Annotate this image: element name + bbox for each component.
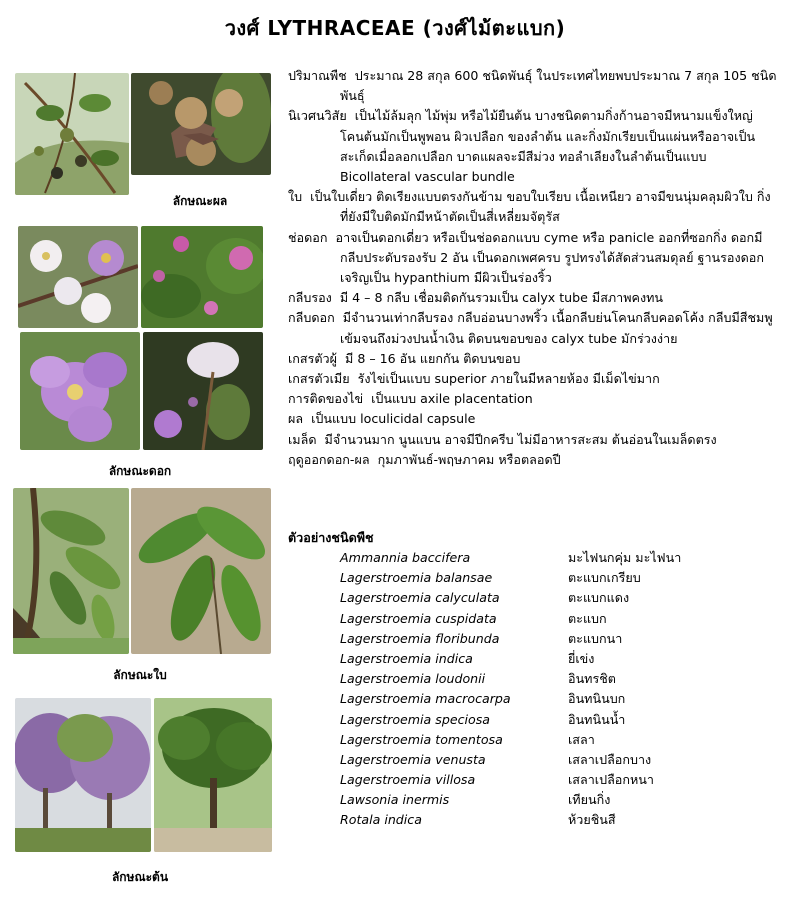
- entry-text: เป็นแบบ axile placentation: [371, 391, 533, 407]
- species-row: [340, 810, 780, 830]
- species-thai-name: ตะแบกเกรียบ: [568, 570, 641, 586]
- species-thai-name: ห้วยชินสี: [568, 812, 616, 828]
- species-scientific-name: Lagerstroemia balansae: [340, 570, 493, 586]
- species-list: [340, 548, 780, 831]
- species-scientific-name: Lagerstroemia tomentosa: [340, 731, 503, 747]
- species-row: [340, 629, 780, 649]
- leaf-caption: ลักษณะใบ: [113, 668, 167, 682]
- description-entry: [288, 106, 778, 187]
- species-scientific-name: Rotala indica: [340, 812, 422, 828]
- fruit-photo-closeup: [131, 73, 271, 175]
- entry-label: เกสรตัวผู้: [288, 350, 338, 366]
- entry-text: เป็นใบเดี่ยว ติดเรียงแบบตรงกันข้าม ขอบใบเรียบ เนื้อเหนียว อาจมีขนนุ่มคลุมผิวใบ กิ่งที่ยังมีใบติดมักมีหน้าตัดเป็นสี่เหลี่ยมจัตุรัส: [310, 189, 771, 225]
- tree-photo-single: [154, 698, 272, 852]
- entry-text: อาจเป็นดอกเดี่ยว หรือเป็นช่อดอกแบบ cyme หรือ panicle ออกที่ซอกกิ่ง ดอกมีกลีบประดับรองรับ 2 อัน เป็นดอกเพศครบ รูปทรงได้สัดส่วนสมดุลย์ ฐานรองดอกเจริญเป็น hypanthium มีผิวเป็นร่องริ้ว: [335, 229, 764, 286]
- entry-text: ประมาณ 28 สกุล 600 ชนิดพันธุ์ ในประเทศไทยพบประมาณ 7 สกุล 105 ชนิดพันธุ์: [340, 68, 777, 104]
- description-entry: [288, 450, 778, 470]
- entry-label: กลีบดอก: [288, 310, 335, 326]
- species-scientific-name: Lagerstroemia villosa: [340, 772, 476, 788]
- species-thai-name: ยี่เข่ง: [568, 650, 595, 666]
- entry-label: ใบ: [288, 189, 303, 205]
- species-scientific-name: Lagerstroemia venusta: [340, 751, 486, 767]
- species-row: [340, 710, 780, 730]
- description-entry: [288, 66, 778, 106]
- species-row: [340, 609, 780, 629]
- tree-photo-row: [15, 698, 151, 852]
- description-entry: [288, 187, 778, 227]
- description-entry: [288, 409, 778, 429]
- leaf-photo-closeup: [131, 488, 271, 654]
- species-row: [340, 750, 780, 770]
- entry-label: เกสรตัวเมีย: [288, 371, 350, 387]
- species-heading: ตัวอย่างชนิดพืช: [288, 530, 374, 545]
- tree-caption: ลักษณะต้น: [111, 870, 169, 884]
- entry-label: ฤดูออกดอก-ผล: [288, 451, 370, 467]
- species-row: [340, 770, 780, 790]
- entry-label: ผล: [288, 411, 304, 427]
- entry-text: มีจำนวนเท่ากลีบรอง กลีบอ่อนบางพริ้ว เนื้อกลีบย่นโคนกลีบคอดโค้ง กลีบมีสีชมพูเข้มจนถึงม่วงปนน้ำเงิน ติดบนขอบของ calyx tube มักร่วงง่าย: [340, 310, 773, 346]
- species-thai-name: เสลาเปลือกบาง: [568, 751, 652, 767]
- species-thai-name: มะไฟนกคุ่ม มะไฟนา: [568, 550, 682, 565]
- species-thai-name: ตะแบกนา: [568, 630, 623, 646]
- description-entry: [288, 430, 778, 450]
- species-thai-name: เสลา: [568, 731, 595, 747]
- species-row: [340, 669, 780, 689]
- species-scientific-name: Ammannia baccifera: [340, 550, 471, 565]
- description-entry: [288, 389, 778, 409]
- species-thai-name: เสลาเปลือกหนา: [568, 772, 654, 788]
- description-entry: [288, 349, 778, 369]
- species-row: [340, 790, 780, 810]
- entry-text: มีจำนวนมาก นูนแบน อาจมีปีกครีบ ไม่มีอาหารสะสม ต้นอ่อนในเมล็ดตรง: [324, 431, 717, 447]
- entry-label: ปริมาณพืช: [288, 68, 347, 83]
- description-entry: [288, 228, 778, 289]
- entry-label: ช่อดอก: [288, 229, 328, 245]
- entry-text: มี 8 – 16 อัน แยกกัน ติดบนขอบ: [345, 350, 521, 366]
- species-thai-name: อินทนินบก: [568, 691, 626, 707]
- species-scientific-name: Lagerstroemia loudonii: [340, 671, 486, 687]
- flower-photo-pale: [143, 332, 263, 450]
- species-thai-name: อินทนินน้ำ: [568, 711, 626, 727]
- flower-photo-pink: [141, 226, 263, 328]
- entry-text: เป็นแบบ loculicidal capsule: [311, 411, 476, 427]
- description-entry: [288, 308, 778, 348]
- species-row: [340, 689, 780, 709]
- entry-label: เมล็ด: [288, 431, 317, 447]
- entry-label: กลีบรอง: [288, 290, 332, 306]
- flower-caption: ลักษณะดอก: [108, 464, 172, 478]
- species-row: [340, 588, 780, 608]
- entry-text: กุมภาพันธ์-พฤษภาคม หรือตลอดปี: [377, 451, 561, 467]
- species-scientific-name: Lawsonia inermis: [340, 792, 450, 808]
- species-thai-name: ตะแบกแดง: [568, 590, 630, 606]
- leaf-photo-branch: [13, 488, 129, 654]
- flower-photo-purple: [20, 332, 140, 450]
- species-row: [340, 568, 780, 588]
- flower-photo-white: [18, 226, 138, 328]
- entry-label: การติดของไข่: [288, 391, 364, 407]
- species-scientific-name: Lagerstroemia calyculata: [340, 590, 500, 606]
- entry-label: นิเวศนวิสัย: [288, 108, 347, 124]
- description-entry: [288, 288, 778, 308]
- description-entry: [288, 369, 778, 389]
- page-title: วงศ์ LYTHRACEAE (วงศ์ไม้ตะแบก): [224, 16, 566, 40]
- species-scientific-name: Lagerstroemia speciosa: [340, 711, 490, 727]
- entry-text: มี 4 – 8 กลีบ เชื่อมติดกันรวมเป็น calyx tube มีสภาพคงทน: [339, 290, 664, 306]
- species-thai-name: ตะแบก: [568, 610, 607, 626]
- species-thai-name: เทียนกิ่ง: [568, 792, 611, 808]
- fruit-photo-branch: [15, 73, 129, 195]
- species-scientific-name: Lagerstroemia cuspidata: [340, 610, 497, 626]
- entry-text: เป็นไม้ล้มลุก ไม้พุ่ม หรือไม้ยืนต้น บางชนิดตามกิ่งก้านอาจมีหนามแข็งใหญ่ โคนต้นมักเป็นพูพอน ผิวเปลือก ของลำต้น และกิ่งมักเรียบเป็นแผ่นหรืออาจเป็นสะเก็ดเมื่อลอกเปลือก บาดแผลจะมีสีม่วง ทอลำเลียงในลำต้นเป็นแบบ Bicollateral vascular bundle: [340, 108, 756, 185]
- species-row: [340, 649, 780, 669]
- fruit-caption: ลักษณะผล: [172, 194, 228, 208]
- species-row: [340, 730, 780, 750]
- species-thai-name: อินทรชิต: [568, 671, 616, 687]
- entry-text: รังไข่เป็นแบบ superior ภายในมีหลายห้อง มีเม็ดไข่มาก: [357, 371, 660, 387]
- species-scientific-name: Lagerstroemia floribunda: [340, 630, 500, 646]
- species-scientific-name: Lagerstroemia indica: [340, 650, 473, 666]
- species-row: [340, 548, 780, 568]
- species-scientific-name: Lagerstroemia macrocarpa: [340, 691, 511, 707]
- family-description: [288, 66, 778, 470]
